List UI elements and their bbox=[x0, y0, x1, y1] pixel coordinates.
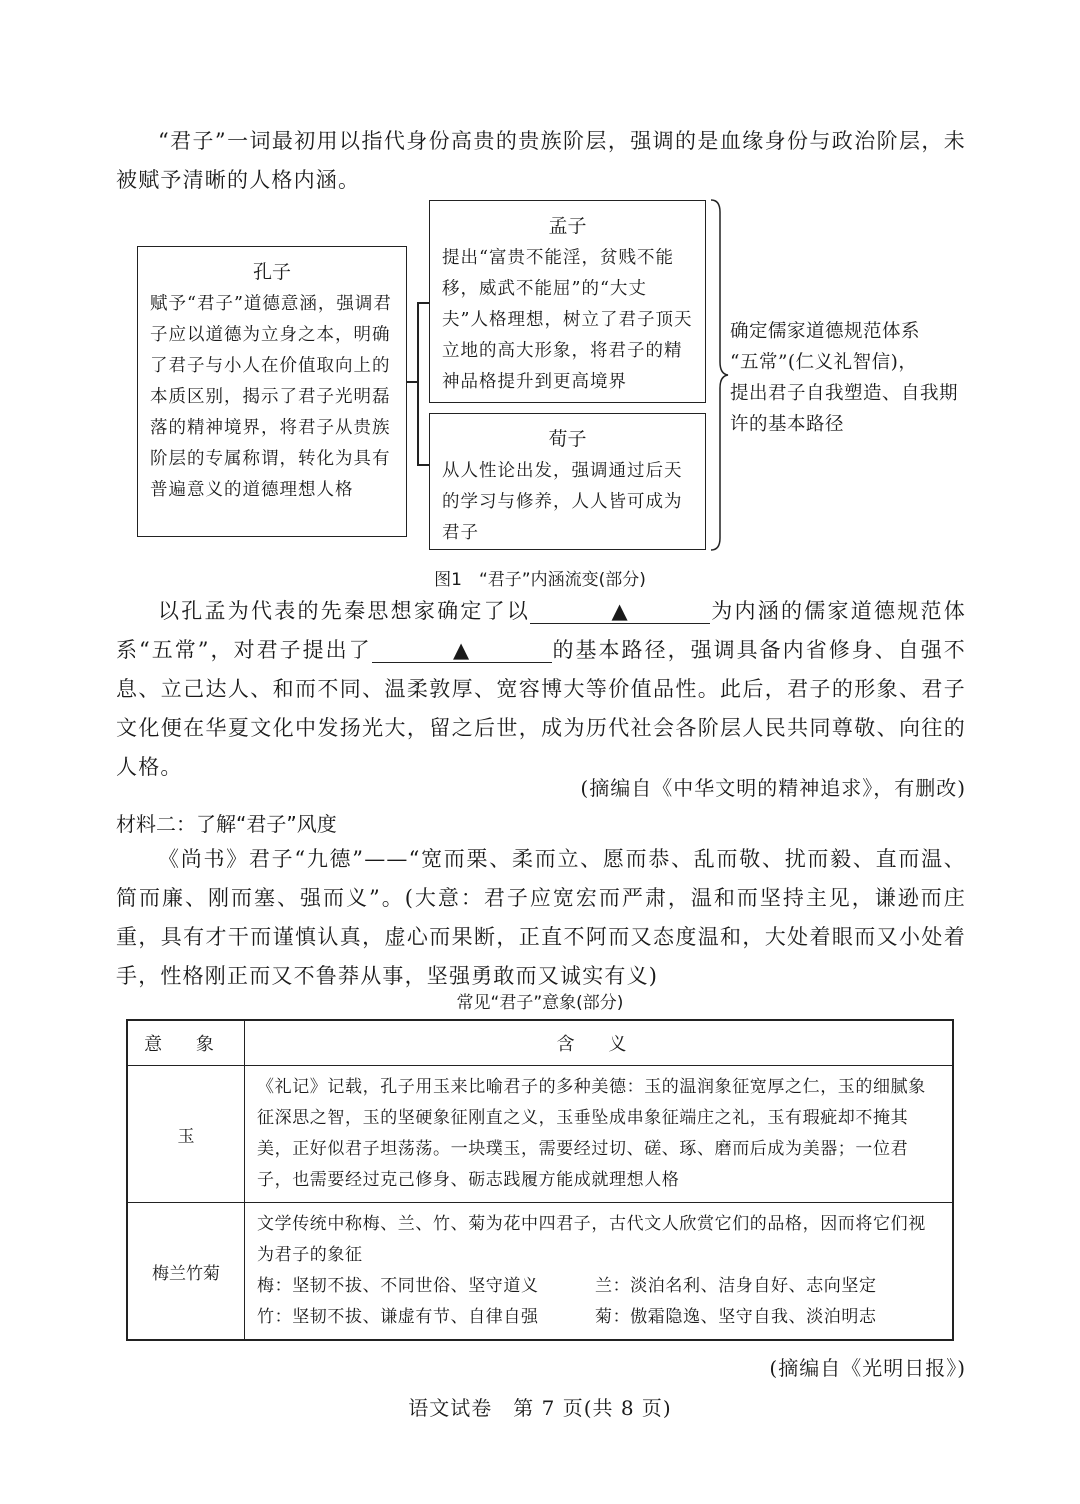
header-meaning: 含 义 bbox=[245, 1020, 954, 1066]
paragraph-five-constants bbox=[116, 592, 966, 787]
kongzi-box bbox=[137, 246, 407, 537]
chrysanthemum-meaning: 菊：傲霜隐逸、坚守自我、淡泊明志 bbox=[595, 1307, 877, 1327]
cell-value-jade: 《礼记》记载，孔子用玉来比喻君子的多种美德：玉的温润象征宽厚之仁，玉的细腻象征深思之智，玉的坚硬象征刚直之义，玉垂坠成串象征端庄之礼，玉有瑕疵却不掩其美，正好似君子坦荡荡。一块璞玉，需要经过切、磋、琢、磨而后成为美器；一位君子，也需要经过克己修身、砺志践履方能成就理想人格 bbox=[245, 1066, 954, 1203]
cell-value-four-gentlemen bbox=[245, 1203, 954, 1341]
result-line-c: 提出君子自我塑造、自我期许的基本路径 bbox=[730, 383, 959, 435]
xunzi-title: 荀子 bbox=[548, 428, 587, 450]
bamboo-meaning: 竹：坚韧不拔、谦虚有节、自律自强 bbox=[257, 1307, 539, 1327]
imagery-table bbox=[126, 1019, 954, 1341]
table-title: 常见“君子”意象(部分) bbox=[456, 993, 624, 1013]
pair-row bbox=[257, 1302, 940, 1333]
material-two-heading: 材料二：了解“君子”风度 bbox=[116, 812, 337, 836]
kongzi-title: 孔子 bbox=[252, 261, 291, 283]
mengzi-text: 提出“富贵不能淫，贫贱不能移，威武不能屈”的“大丈夫”人格理想，树立了君子顶天立地的高大形象，将君子的精神品格提升到更高境界 bbox=[442, 248, 693, 392]
paragraph-text: 为内涵的儒家道德规范体系“五常”，对君子提出了 bbox=[116, 599, 967, 662]
cell-key-four-gentlemen: 梅兰竹菊 bbox=[127, 1203, 245, 1341]
table-row bbox=[127, 1066, 953, 1203]
plum-meaning: 梅：坚韧不拔、不同世俗、坚守道义 bbox=[257, 1276, 539, 1296]
header-imagery: 意 象 bbox=[127, 1020, 245, 1066]
paragraph-text: 以孔孟为代表的先秦思想家确定了以 bbox=[158, 599, 531, 623]
xunzi-text: 从人性论出发，强调通过后天的学习与修养，人人皆可成为君子 bbox=[442, 461, 683, 543]
orchid-meaning: 兰：淡泊名利、洁身自好、志向坚定 bbox=[595, 1276, 877, 1296]
intro-paragraph: “君子”一词最初用以指代身份高贵的贵族阶层，强调的是血缘身份与政治阶层，未被赋予清晰的人格内涵。 bbox=[116, 129, 966, 192]
connector-line bbox=[417, 302, 419, 465]
paragraph-text: 的基本路径，强调具备内省修身、自强不息、立己达人、和而不同、温柔敦厚、宽容博大等价值品性。此后，君子的形象、君子文化便在华夏文化中发扬光大，留之后世，成为历代社会各阶层人民共同尊敬、向往的人格。 bbox=[116, 638, 966, 779]
kongzi-text: 赋予“君子”道德意涵，强调君子应以道德为立身之本，明确了君子与小人在价值取向上的本质区别，揭示了君子光明磊落的精神境界，将君子从贵族阶层的专属称谓，转化为具有普遍意义的道德理想人格 bbox=[150, 294, 392, 500]
table-header-row bbox=[127, 1020, 953, 1066]
mengzi-title: 孟子 bbox=[548, 215, 587, 237]
answer-blank: ▲ bbox=[530, 599, 710, 624]
diagram-result bbox=[730, 316, 970, 440]
connector-line bbox=[417, 464, 429, 466]
result-line-a: 确定儒家道德规范体系 bbox=[730, 321, 921, 342]
paragraph-nine-virtues: 《尚书》君子“九德”——“宽而栗、柔而立、愿而恭、乱而敬、扰而毅、直而温、简而廉、刚而塞、强而义”。(大意：君子应宽宏而严肃，温和而坚持主见，谦逊而庄重，具有才干而谨慎认真，虚心而果断，正直不阿而又态度温和，大处着眼而又小处着手，性格刚正而又不鲁莽从事，坚强勇敢而又诚实有义) bbox=[116, 847, 966, 988]
connector-line bbox=[417, 302, 429, 304]
cell-key-jade: 玉 bbox=[127, 1066, 245, 1203]
right-brace-icon bbox=[708, 198, 730, 552]
four-gentlemen-intro: 文学传统中称梅、兰、竹、菊为花中四君子，古代文人欣赏它们的品格，因而将它们视为君子的象征 bbox=[257, 1214, 926, 1265]
mengzi-box bbox=[429, 200, 706, 403]
page-footer: 语文试卷 第 7 页(共 8 页) bbox=[408, 1396, 672, 1420]
figure-caption: 图1 “君子”内涵流变(部分) bbox=[434, 570, 646, 590]
source-citation: (摘编自《中华文明的精神追求》，有删改) bbox=[580, 776, 966, 800]
answer-blank: ▲ bbox=[372, 638, 552, 663]
source-citation: (摘编自《光明日报》) bbox=[769, 1356, 966, 1380]
pair-row bbox=[257, 1271, 940, 1302]
xunzi-box bbox=[429, 413, 706, 550]
result-line-b: “五常”(仁义礼智信)， bbox=[730, 352, 918, 373]
table-row bbox=[127, 1203, 953, 1341]
